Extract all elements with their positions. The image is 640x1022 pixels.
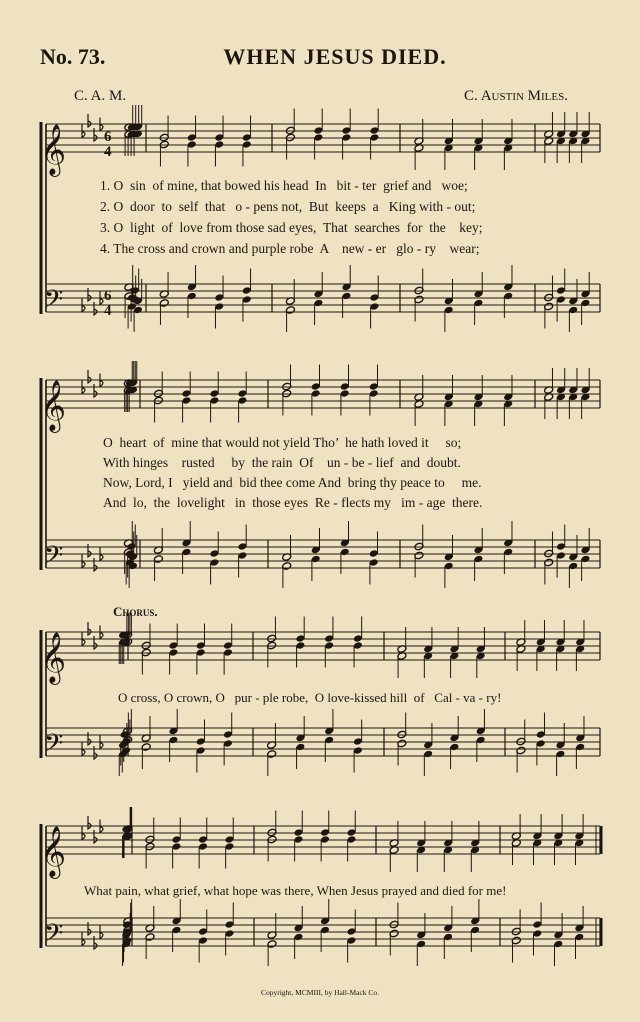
time-sig-bottom-treble: 4 <box>104 144 112 160</box>
hymn-meter: C. A. M. <box>74 88 127 104</box>
treble-clef-icon: 𝄞 <box>40 124 67 175</box>
treble-clef-icon: 𝄞 <box>40 632 67 683</box>
flat-sign-icon <box>94 128 97 141</box>
flat-sign-icon <box>88 922 91 935</box>
flat-sign-icon <box>88 544 91 557</box>
chorus-label: Chorus. <box>113 604 158 619</box>
copyright-notice: Copyright, MCMIII, by Hall-Mack Co. <box>260 988 380 997</box>
flat-sign-icon <box>94 384 97 397</box>
flat-sign-icon <box>94 746 97 759</box>
flat-sign-icon <box>88 732 91 745</box>
time-sig-bottom-bass: 4 <box>104 303 112 319</box>
flat-sign-icon <box>88 288 91 301</box>
flat-sign-icon <box>94 830 97 843</box>
chorus-line-1: O cross, O crown, O pur - ple robe, O love-kissed hill of Cal - va - ry! <box>118 690 502 705</box>
flat-sign-icon <box>94 636 97 649</box>
flat-sign-icon <box>94 302 97 315</box>
flat-sign-icon <box>94 936 97 949</box>
flat-sign-icon <box>88 622 91 635</box>
verse-1-line-2: O heart of mine that would not yield Tho’ he hath loved it so; <box>103 435 462 450</box>
bass-clef-icon: 𝄢 <box>44 919 64 954</box>
flat-sign-icon <box>88 816 91 829</box>
bass-clef-icon: 𝄢 <box>44 541 64 576</box>
verse-4-line-1: 4. The cross and crown and purple robe A new - er glo - ry wear; <box>100 241 480 256</box>
flat-sign-icon <box>88 370 91 383</box>
treble-clef-icon: 𝄞 <box>40 380 67 431</box>
verse-3-line-1: 3. O light of love from those sad eyes, That searches for the key; <box>100 220 483 235</box>
verse-2-line-1: 2. O door to self that o - pens not, But keeps a King with - out; <box>100 199 476 214</box>
composer-credit: C. Austin Miles. <box>464 88 568 104</box>
time-sig-top-bass: 6 <box>104 288 112 304</box>
hymn-number: No. 73. <box>40 44 106 69</box>
chorus-line-2: What pain, what grief, what hope was there, When Jesus prayed and died for me! <box>84 883 507 898</box>
verse-4-line-2: And lo, the lovelight in those eyes Re - flects my im - age there. <box>103 495 483 510</box>
flat-sign-icon <box>88 114 91 127</box>
time-sig-top-treble: 6 <box>104 129 112 145</box>
treble-clef-icon: 𝄞 <box>40 826 67 877</box>
bass-clef-icon: 𝄢 <box>44 729 64 764</box>
verse-2-line-2: With hinges rusted by the rain Of un - be - lief and doubt. <box>103 455 461 470</box>
flat-sign-icon <box>94 558 97 571</box>
bass-clef-icon: 𝄢 <box>44 285 64 320</box>
verse-3-line-2: Now, Lord, I yield and bid thee come And bring thy peace to me. <box>103 475 482 490</box>
verse-1-line-1: 1. O sin of mine, that bowed his head In bit - ter grief and woe; <box>100 178 468 193</box>
hymn-title: WHEN JESUS DIED. <box>223 44 447 69</box>
